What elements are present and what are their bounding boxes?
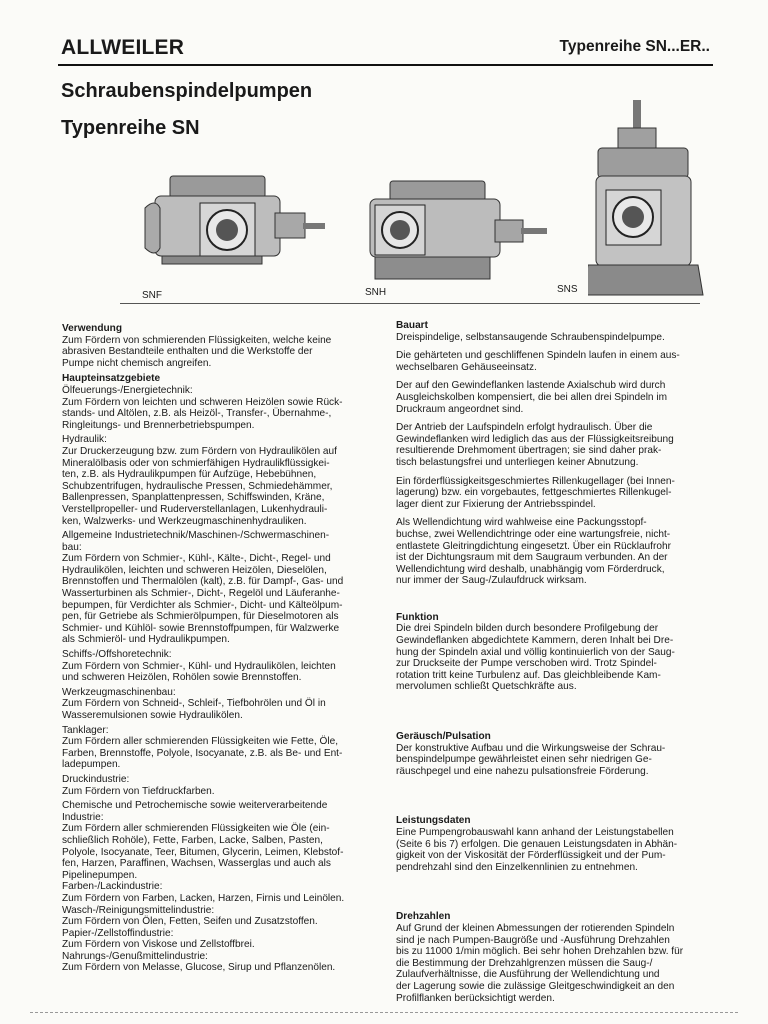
- text-line: rotation tritt keine Turbulenz auf. Das gleichbleibende Kam-: [396, 669, 661, 681]
- series-code: Typenreihe SN...ER..: [559, 38, 710, 55]
- column-right: [396, 320, 714, 1004]
- text-line: pen, für Getriebe als Schmierölpumpen, für Dieselmotoren als: [62, 611, 339, 623]
- text-line: Ausgleichskolben kompensiert, die bei allen drei Spindeln im: [396, 391, 668, 403]
- page-subtitle: Typenreihe SN: [61, 117, 200, 139]
- text-line: lager dient zur Fixierung der Antriebsspindel.: [396, 498, 596, 510]
- text-line: Zum Fördern aller schmierenden Flüssigkeiten wie Öle (ein-: [62, 823, 330, 835]
- header-rule: [58, 64, 713, 66]
- text-line: Zum Fördern von Tiefdruckfarben.: [62, 785, 215, 797]
- text-line: Polyole, Isocyanate, Teer, Bitumen, Glycerin, Leimen, Klebstof-: [62, 846, 344, 858]
- text-line: Zum Fördern von Schmier-, Kühl-, Kälte-, Dicht-, Regel- und: [62, 553, 331, 565]
- text-line: entlastete Gleitringdichtung eingesetzt. Über ein Rücklaufrohr: [396, 540, 671, 552]
- text-line: Der auf den Gewindeflanken lastende Axialschub wird durch: [396, 380, 666, 392]
- heading-geraeusch: Geräusch/Pulsation: [396, 731, 491, 743]
- text-line: Verstellpropeller- und Ruderverstellanlagen, Lukenhydrauli-: [62, 503, 328, 515]
- text-line: Brennstoffen und Thermalölen (kalt), z.B. für Dampf-, Gas- und: [62, 576, 344, 588]
- text-line: ten, z.B. als Hydraulikpumpen für Aufzüge, Hebebühnen,: [62, 469, 317, 481]
- text-line: Dreispindelige, selbstansaugende Schraubenspindelpumpe.: [396, 331, 665, 343]
- text-line: und schweren Heizölen, Rohölen sowie Brennstoffen.: [62, 672, 302, 684]
- pump-label-snf: SNF: [142, 290, 162, 301]
- text-line: Druckraum angeordnet sind.: [396, 403, 524, 415]
- text-line: die Bestimmung der Drehzahlgrenzen müssen die Saug-/: [396, 957, 653, 969]
- heading-leistungsdaten: Leistungsdaten: [396, 815, 471, 827]
- text-line: bepumpen, für Verdichter als Schmier-, Dicht- und Kälteölpum-: [62, 599, 343, 611]
- subheading-industrie: Allgemeine Industrietechnik/Maschinen-/Schwermaschinen-: [62, 530, 330, 542]
- text-line: abrasiven Bestandteile enthalten und die Werkstoffe der: [62, 346, 313, 358]
- text-line: Gewindeflanken abgedichtete Kammern, deren Inhalt bei Dre-: [396, 635, 674, 647]
- text-line: (Seite 6 bis 7) erfolgen. Die genauen Leistungsdaten in Abhän-: [396, 838, 678, 850]
- text-line: hung der Spindeln axial und völlig kontinuierlich von der Saug-: [396, 646, 675, 658]
- text-line: als Schmieröl- und Hydraulikpumpen.: [62, 634, 230, 646]
- text-line: ist der Dichtungsraum mit dem Saugraum verbunden. An der: [396, 552, 668, 564]
- pump-label-sns: SNS: [557, 284, 578, 295]
- text-line: gigkeit von der Viskosität der Förderflüssigkeit und der Pum-: [396, 850, 666, 862]
- text-line: resultierende Drehmoment übertragen; sie sind daher prak-: [396, 445, 662, 457]
- page-bottom-edge: [30, 1012, 738, 1013]
- heading-haupteinsatzgebiete: Haupteinsatzgebiete: [62, 373, 161, 385]
- text-line: Profilflanken berücksichtigt werden.: [396, 992, 555, 1004]
- heading-verwendung: Verwendung: [62, 323, 123, 334]
- text-line: Zum Fördern von Melasse, Glucose, Sirup und Pflanzenölen.: [62, 962, 336, 974]
- text-line: Ballenpressen, Spanplattenpressen, Schiffswinden, Kräne,: [62, 492, 325, 504]
- heading-drehzahlen: Drehzahlen: [396, 911, 451, 923]
- text-line: Der konstruktive Aufbau und die Wirkungsweise der Schrau-: [396, 742, 666, 754]
- text-line: Schmier- und Kühlöl- sowie Brennstoffpumpen, für Walzwerke: [62, 622, 340, 634]
- text-line: fen, Harzen, Paraffinen, Wachsen, Wasserglas und auch als: [62, 858, 331, 870]
- text-line: Auf Grund der kleinen Abmessungen der rotierenden Spindeln: [396, 922, 675, 934]
- text-line: schließlich Rohöle), Fette, Farben, Lacke, Salben, Pasten,: [62, 834, 323, 846]
- text-line: Zulaufverhältnisse, die Ausführung der Wellendichtung und: [396, 969, 660, 981]
- text-line: ladepumpen.: [62, 759, 121, 771]
- text-line: pendrehzahl sind den Einzelkennlinien zu entnehmen.: [396, 861, 638, 873]
- heading-funktion: Funktion: [396, 611, 439, 623]
- subheading-werkzeugmaschinen: Werkzeugmaschinenbau:: [62, 686, 176, 698]
- text-line: nur immer der Saug-/Zulaufdruck wirksam.: [396, 575, 587, 587]
- text-line: Zum Fördern von Farben, Lacken, Harzen, Firnis und Leinölen.: [62, 892, 345, 904]
- subheading-papier: Papier-/Zellstoffindustrie:: [62, 927, 174, 939]
- text-line: Farben, Brennstoffe, Polyole, Isocyanate, z.B. als Be- und Ent-: [62, 747, 343, 759]
- subheading-chemie: Chemische und Petrochemische sowie weiterverarbeitende: [62, 800, 328, 812]
- text-line: benspindelpumpe gewährleistet einen sehr niedrigen Ge-: [396, 754, 652, 766]
- subheading-nahrung: Nahrungs-/Genußmittelindustrie:: [62, 950, 208, 962]
- text-line: tisch belastungsfrei und unterliegen keiner Abnutzung.: [396, 456, 639, 468]
- text-line: sind je nach Pumpen-Baugröße und -Ausführung Drehzahlen: [396, 934, 670, 946]
- subheading-wasch: Wasch-/Reinigungsmittelindustrie:: [62, 904, 215, 916]
- text-line: Der Antrieb der Laufspindeln erfolgt hydraulisch. Über die: [396, 422, 653, 434]
- text-line: Zum Fördern von Viskose und Zellstoffbrei.: [62, 939, 255, 951]
- column-left: [62, 323, 378, 974]
- subheading-tanklager: Tanklager:: [62, 724, 109, 736]
- text-line: Zum Fördern von Ölen, Fetten, Seifen und Zusatzstoffen.: [62, 916, 318, 928]
- subheading-schiff: Schiffs-/Offshoretechnik:: [62, 649, 172, 661]
- text-line: Zum Fördern von leichten und schweren Heizölen sowie Rück-: [62, 396, 343, 408]
- text-line: räuschpegel und eine nahezu pulsationsfreie Förderung.: [396, 765, 649, 777]
- subheading-hydraulik: Hydraulik:: [62, 434, 107, 446]
- text-line: ken, Walzwerks- und Werkzeugmaschinenhydrauliken.: [62, 515, 307, 527]
- text-line: Hydraulikölen, leichten und schweren Heizölen, Dieselölen,: [62, 564, 327, 576]
- subheading-oelfeuerung: Ölfeuerungs-/Energietechnik:: [62, 384, 193, 396]
- text-line: Ringleitungs- und Brennerbetriebspumpen.: [62, 419, 255, 431]
- text-line: bis zu 11000 1/min möglich. Bei sehr hohen Drehzahlen bzw. für: [396, 946, 684, 958]
- text-line: wechselbaren Gehäuseeinsatz.: [396, 361, 537, 373]
- page-title: Schraubenspindelpumpen: [61, 80, 313, 102]
- text-line: stands- und Altölen, z.B. als Heizöl-, Transfer-, Übernahme-,: [62, 408, 332, 420]
- text-line: Als Wellendichtung wird wahlweise eine Packungsstopf-: [396, 517, 647, 529]
- text-line: Schubzentrifugen, hydraulische Pressen, Schmiedehämmer,: [62, 480, 333, 492]
- text-line: Die gehärteten und geschliffenen Spindeln laufen in einem aus-: [396, 350, 680, 362]
- pump-image-snf: [140, 168, 330, 288]
- text-line: lagerung) bzw. ein vorgebautes, fettgeschmiertes Rillenkugel-: [396, 487, 672, 499]
- text-line: Mineralölbasis oder von schmierfähigen Hydraulikflüssigkei-: [62, 457, 330, 469]
- text-line: Zum Fördern von schmierenden Flüssigkeiten, welche keine: [62, 334, 332, 346]
- text-line: Wellendichtung wird deshalb, unabhängig vom Förderdruck,: [396, 563, 665, 575]
- brand-logo: ALLWEILER: [61, 36, 185, 59]
- text-line: Zum Fördern von Schneid-, Schleif-, Tiefbohrölen und Öl in: [62, 698, 326, 710]
- text-line: buchse, zwei Wellendichtringe oder eine wartungsfreie, nicht-: [396, 528, 671, 540]
- text-line: Wasserturbinen als Schmier-, Dicht-, Regelöl und Läuferanhe-: [62, 588, 340, 600]
- text-line: Wasseremulsionen sowie Hydraulikölen.: [62, 710, 243, 721]
- pump-image-sns: [588, 100, 708, 300]
- subheading-industrie: bau:: [62, 541, 82, 553]
- text-line: Gewindeflanken wird lediglich das aus der Flüssigkeitsreibung: [396, 433, 674, 445]
- text-line: Zum Fördern von Schmier-, Kühl- und Hydraulikölen, leichten: [62, 660, 336, 672]
- text-line: Pumpe nicht chemisch angreifen.: [62, 357, 212, 369]
- subheading-chemie: Industrie:: [62, 811, 104, 823]
- heading-bauart: Bauart: [396, 320, 428, 331]
- text-line: Ein förderflüssigkeitsgeschmiertes Rillenkugellager (bei Innen-: [396, 475, 675, 487]
- image-divider: [120, 303, 700, 304]
- text-line: Zum Fördern aller schmierenden Flüssigkeiten wie Fette, Öle,: [62, 736, 339, 748]
- text-line: Pipelinepumpen.: [62, 869, 138, 881]
- text-line: Eine Pumpengrobauswahl kann anhand der Leistungstabellen: [396, 827, 674, 838]
- pump-image-snh: [355, 175, 555, 290]
- text-line: Die drei Spindeln bilden durch besondere Profilgebung der: [396, 623, 659, 635]
- text-line: der Lagerung sowie die zulässige Gleitgeschwindigkeit an den: [396, 980, 675, 992]
- text-line: zur Druckseite der Pumpe verschoben wird. Trotz Spindel-: [396, 658, 657, 670]
- subheading-druckindustrie: Druckindustrie:: [62, 773, 130, 785]
- text-line: mervolumen schließt Quetschkräfte aus.: [396, 681, 577, 693]
- pump-label-snh: SNH: [365, 287, 387, 298]
- subheading-farben: Farben-/Lackindustrie:: [62, 881, 163, 893]
- text-line: Zur Druckerzeugung bzw. zum Fördern von Hydraulikölen auf: [62, 445, 337, 457]
